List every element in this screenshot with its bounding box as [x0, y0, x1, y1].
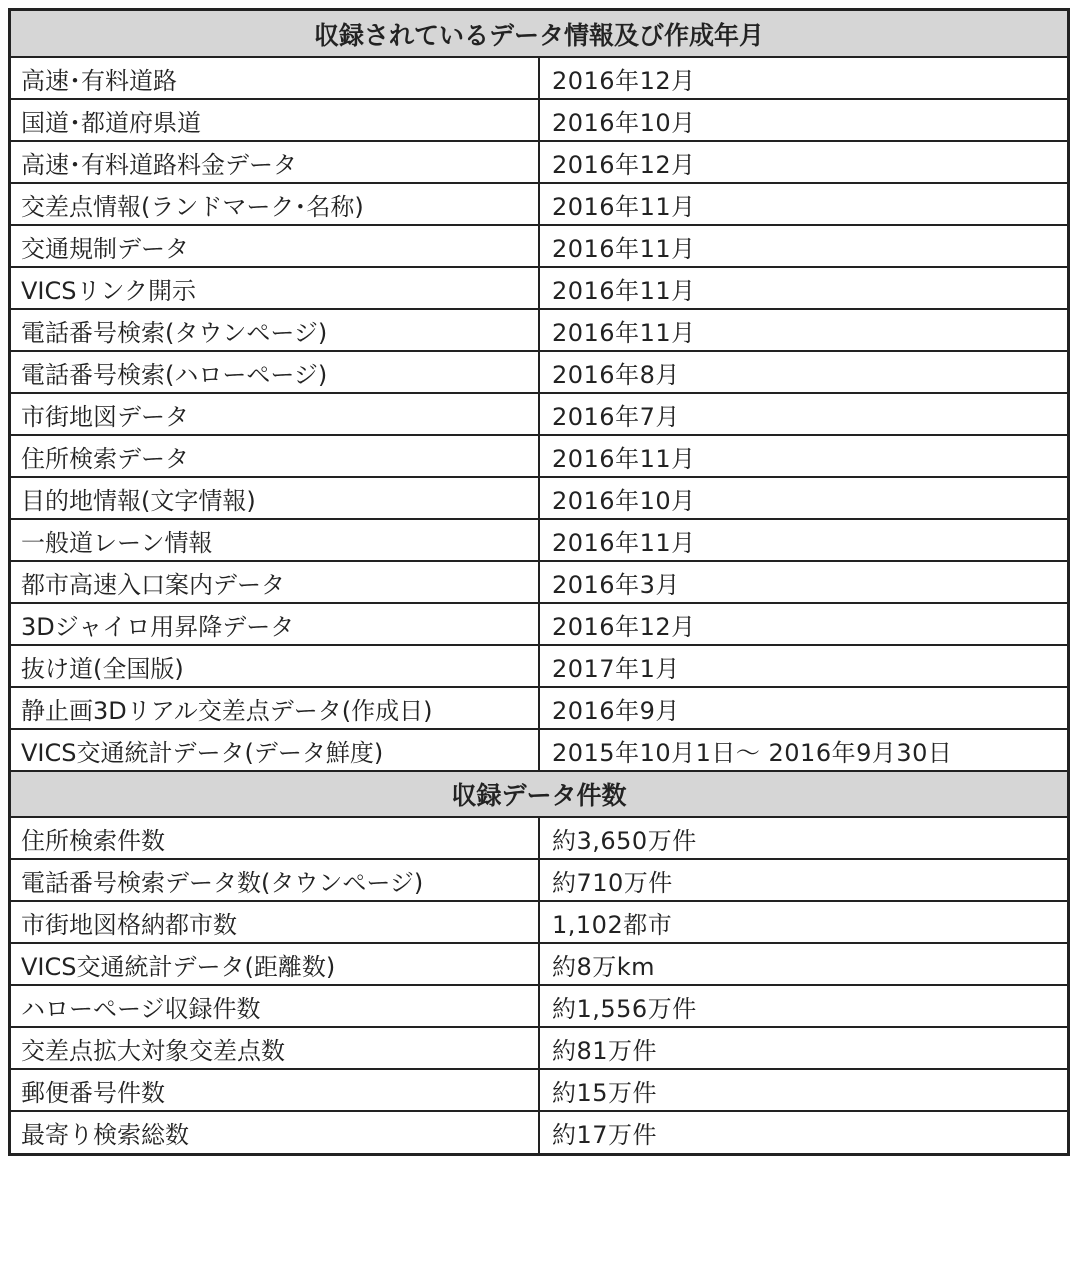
table-row [11, 225, 1067, 267]
row-label: 電話番号検索(ハローページ) [11, 351, 539, 393]
table-row [11, 393, 1067, 435]
section-title-data-count: 収録データ件数 [11, 771, 1067, 817]
row-label: VICS交通統計データ(データ鮮度) [11, 729, 539, 771]
table-row [11, 99, 1067, 141]
row-value: 2016年3月 [539, 561, 1067, 603]
row-label: 3Dジャイロ用昇降データ [11, 603, 539, 645]
table-row [11, 729, 1067, 771]
row-label: 電話番号検索データ数(タウンページ) [11, 859, 539, 901]
table-row [11, 351, 1067, 393]
row-value: 約710万件 [539, 859, 1067, 901]
row-value: 2016年12月 [539, 141, 1067, 183]
row-label: VICSリンク開示 [11, 267, 539, 309]
table-row [11, 141, 1067, 183]
info-table [11, 11, 1067, 1153]
table-row [11, 183, 1067, 225]
section-header-row [11, 771, 1067, 817]
table-row [11, 943, 1067, 985]
row-label: 高速･有料道路料金データ [11, 141, 539, 183]
table-row [11, 519, 1067, 561]
row-value: 2016年11月 [539, 225, 1067, 267]
row-label: 抜け道(全国版) [11, 645, 539, 687]
row-label: 目的地情報(文字情報) [11, 477, 539, 519]
row-value: 2016年11月 [539, 309, 1067, 351]
table-row [11, 477, 1067, 519]
row-value: 2016年11月 [539, 519, 1067, 561]
row-value: 約8万km [539, 943, 1067, 985]
row-label: 国道･都道府県道 [11, 99, 539, 141]
row-value: 2016年12月 [539, 57, 1067, 99]
row-label: 交通規制データ [11, 225, 539, 267]
row-value: 2016年9月 [539, 687, 1067, 729]
row-value: 2015年10月1日～ 2016年9月30日 [539, 729, 1067, 771]
row-value: 2016年7月 [539, 393, 1067, 435]
row-label: 最寄り検索総数 [11, 1111, 539, 1153]
row-value: 2016年8月 [539, 351, 1067, 393]
row-label: 一般道レーン情報 [11, 519, 539, 561]
row-label: 市街地図データ [11, 393, 539, 435]
row-value: 2016年10月 [539, 99, 1067, 141]
row-value: 2017年1月 [539, 645, 1067, 687]
table-row [11, 561, 1067, 603]
table-row [11, 309, 1067, 351]
row-value: 2016年11月 [539, 435, 1067, 477]
row-label: 電話番号検索(タウンページ) [11, 309, 539, 351]
row-label: VICS交通統計データ(距離数) [11, 943, 539, 985]
row-label: 高速･有料道路 [11, 57, 539, 99]
row-label: 都市高速入口案内データ [11, 561, 539, 603]
row-label: 静止画3Dリアル交差点データ(作成日) [11, 687, 539, 729]
row-value: 約17万件 [539, 1111, 1067, 1153]
row-value: 2016年12月 [539, 603, 1067, 645]
row-label: 住所検索データ [11, 435, 539, 477]
table-row [11, 817, 1067, 859]
data-info-table [8, 8, 1070, 1156]
table-row [11, 985, 1067, 1027]
section-header-row [11, 11, 1067, 57]
row-value: 2016年10月 [539, 477, 1067, 519]
row-label: ハローページ収録件数 [11, 985, 539, 1027]
table-row [11, 435, 1067, 477]
table-row [11, 859, 1067, 901]
row-label: 交差点情報(ランドマーク･名称) [11, 183, 539, 225]
table-row [11, 901, 1067, 943]
row-label: 交差点拡大対象交差点数 [11, 1027, 539, 1069]
row-label: 市街地図格納都市数 [11, 901, 539, 943]
row-value: 2016年11月 [539, 267, 1067, 309]
row-value: 約3,650万件 [539, 817, 1067, 859]
table-row [11, 1069, 1067, 1111]
row-label: 住所検索件数 [11, 817, 539, 859]
row-value: 約15万件 [539, 1069, 1067, 1111]
table-row [11, 645, 1067, 687]
row-value: 約1,556万件 [539, 985, 1067, 1027]
row-label: 郵便番号件数 [11, 1069, 539, 1111]
table-row [11, 1027, 1067, 1069]
row-value: 1,102都市 [539, 901, 1067, 943]
table-row [11, 267, 1067, 309]
table-row [11, 687, 1067, 729]
table-row [11, 1111, 1067, 1153]
table-row [11, 603, 1067, 645]
section-title-data-info: 収録されているデータ情報及び作成年月 [11, 11, 1067, 57]
row-value: 2016年11月 [539, 183, 1067, 225]
row-value: 約81万件 [539, 1027, 1067, 1069]
table-row [11, 57, 1067, 99]
